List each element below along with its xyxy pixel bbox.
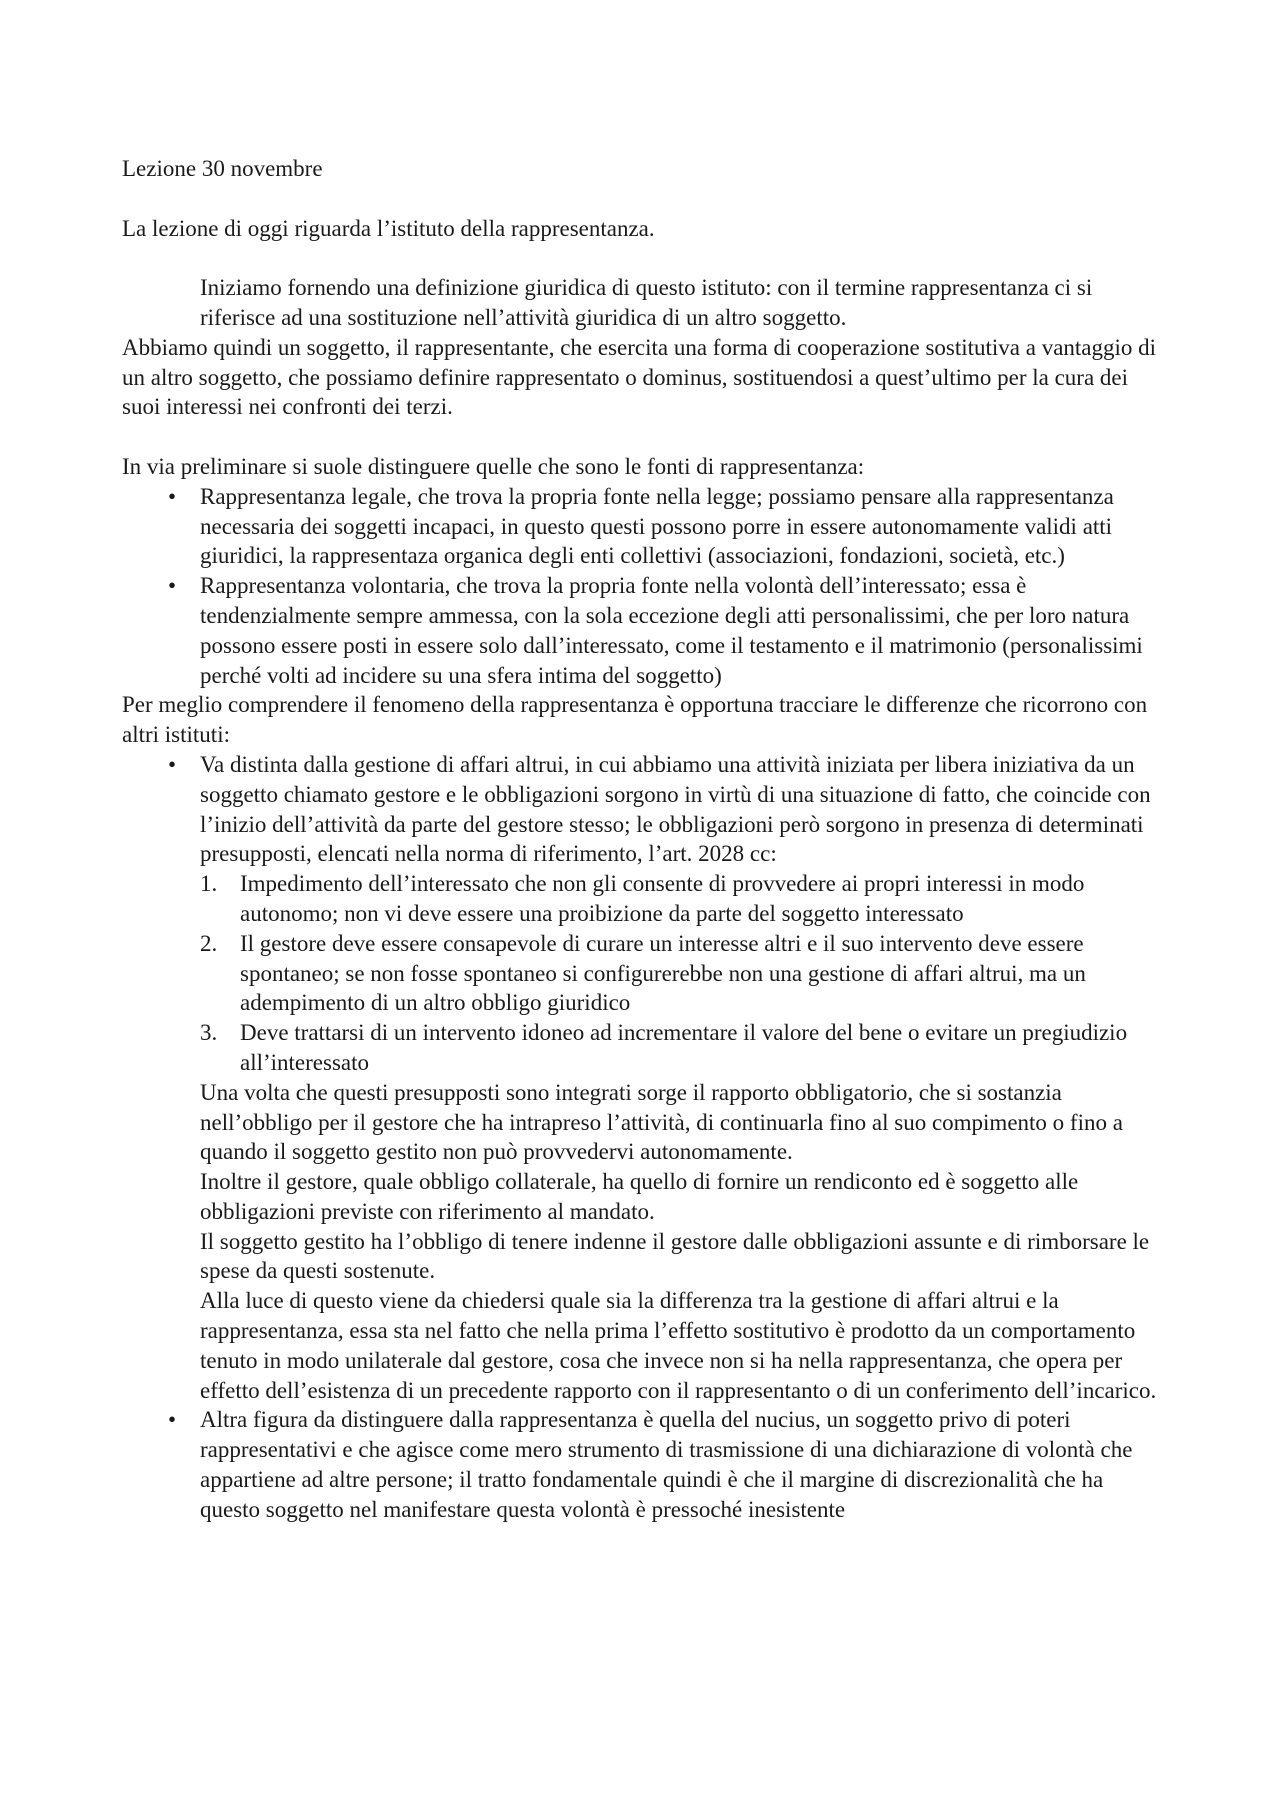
list-item (200, 869, 1162, 929)
intro-paragraph: La lezione di oggi riguarda l’istituto della rappresentanza. (122, 215, 655, 241)
gestione-differenza-paragraph: Alla luce di questo viene da chiedersi quale sia la differenza tra la gestione di affari altrui e la rappresentanza, essa sta nel fatto che nella prima l’effetto sostitutivo è prodotto da un comportamento tenuto in modo unilaterale dal gestore, cosa che invece non si ha nella rappresentanza, che opera per effetto dell’esistenza di un precedente rapporto con il rappresentanto o di un conferimento dell’incarico. (200, 1288, 1157, 1403)
lesson-title: Lezione 30 novembre (122, 156, 323, 181)
item-number: 2. (200, 930, 218, 956)
list-item (200, 1018, 1162, 1078)
bullet-icon: • (167, 483, 177, 509)
source-volontaria: Rappresentanza volontaria, che trova la propria fonte nella volontà dell’interessato; essa è tendenzialmente sempre ammessa, con la sola eccezione degli atti personalissimi, che per loro natura possono essere posti in essere solo dall’interessato, come il testamento e il matrimonio (personalissimi perché volti ad incidere su una sfera intima del soggetto) (200, 573, 1143, 688)
gestione-paragraph: Va distinta dalla gestione di affari altrui, in cui abbiamo una attività iniziata per libera iniziativa da un soggetto chiamato gestore e le obbligazioni sorgono in virtù di una situazione di fatto, che coincide con l’inizio dell’attività da parte del gestore stesso; le obbligazioni però sorgono in presenza di determinati presupposti, elencati nella norma di riferimento, l’art. 2028 cc: (200, 751, 1151, 867)
gestione-obbligo-paragraph: Una volta che questi presupposti sono integrati sorge il rapporto obbligatorio, che si sostanzia nell’obbligo per il gestore che ha intrapreso l’attività, di continuarla fino al suo compimento o fino a quando il soggetto gestito non può provvedervi autonomamente. (200, 1079, 1123, 1165)
presupposto-text: Impedimento dell’interessato che non gli consente di provvedere ai propri interessi in modo autonomo; non vi deve essere una proibizione da parte del soggetto interessato (240, 871, 1085, 926)
differences-list (122, 750, 1162, 1525)
presupposto-text: Il gestore deve essere consapevole di curare un interesse altri e il suo intervento deve essere spontaneo; se non fosse spontaneo si configurerebbe non una gestione di affari altrui, ma un adempimento di un altro obbligo giuridico (240, 930, 1086, 1016)
definition-paragraph: Iniziamo fornendo una definizione giuridica di questo istituto: con il termine rappresentanza ci si riferisce ad una sostituzione nell’attività giuridica di un altro soggetto. (200, 275, 1093, 330)
definition-continuation: Abbiamo quindi un soggetto, il rappresentante, che esercita una forma di cooperazione sostitutiva a vantaggio di un altro soggetto, che possiamo definire rappresentato o dominus, sostituendosi a quest’ultimo per la cura dei suoi interessi nei confronti dei terzi. (122, 334, 1157, 420)
item-number: 1. (200, 871, 218, 897)
nuncius-paragraph: Altra figura da distinguere dalla rappresentanza è quella del nucius, un soggetto privo di poteri rappresentativi e che agisce come mero strumento di trasmissione di una dichiarazione di volontà che appartiene ad altre persone; il tratto fondamentale quindi è che il margine di discrezionalità che ha questo soggetto nel manifestare questa volontà è pressoché inesistente (200, 1407, 1133, 1522)
bullet-icon: • (167, 573, 177, 599)
presupposto-text: Deve trattarsi di un intervento idoneo ad incrementare il valore del bene o evitare un pregiudizio all’interessato (240, 1020, 1128, 1075)
gestione-rendiconto-paragraph: Inoltre il gestore, quale obbligo collaterale, ha quello di fornire un rendiconto ed è soggetto alle obbligazioni previste con riferimento al mandato. (200, 1169, 1079, 1224)
presupposti-list (200, 869, 1162, 1078)
sources-intro: In via preliminare si suole distinguere quelle che sono le fonti di rappresentanza: (122, 453, 865, 479)
document-body (122, 154, 1162, 1525)
list-item (200, 929, 1162, 1018)
differences-intro: Per meglio comprendere il fenomeno della rappresentanza è opportuna tracciare le differenze che ricorrono con altri istituti: (122, 692, 1148, 748)
list-item (122, 571, 1162, 690)
item-number: 3. (200, 1020, 218, 1046)
list-item (122, 750, 1162, 1406)
bullet-icon: • (167, 751, 177, 777)
list-item (122, 1405, 1162, 1524)
source-legale: Rappresentanza legale, che trova la propria fonte nella legge; possiamo pensare alla rappresentanza necessaria dei soggetti incapaci, in questo questi possono porre in essere autonomamente validi atti giuridici, la rappresentaza organica degli enti collettivi (associazioni, fondazioni, società, etc.) (200, 483, 1114, 569)
gestione-gestito-paragraph: Il soggetto gestito ha l’obbligo di tenere indenne il gestore dalle obbligazioni assunte e di rimborsare le spese da questi sostenute. (200, 1228, 1150, 1284)
sources-list (122, 482, 1162, 691)
bullet-icon: • (167, 1407, 177, 1433)
list-item (122, 482, 1162, 571)
